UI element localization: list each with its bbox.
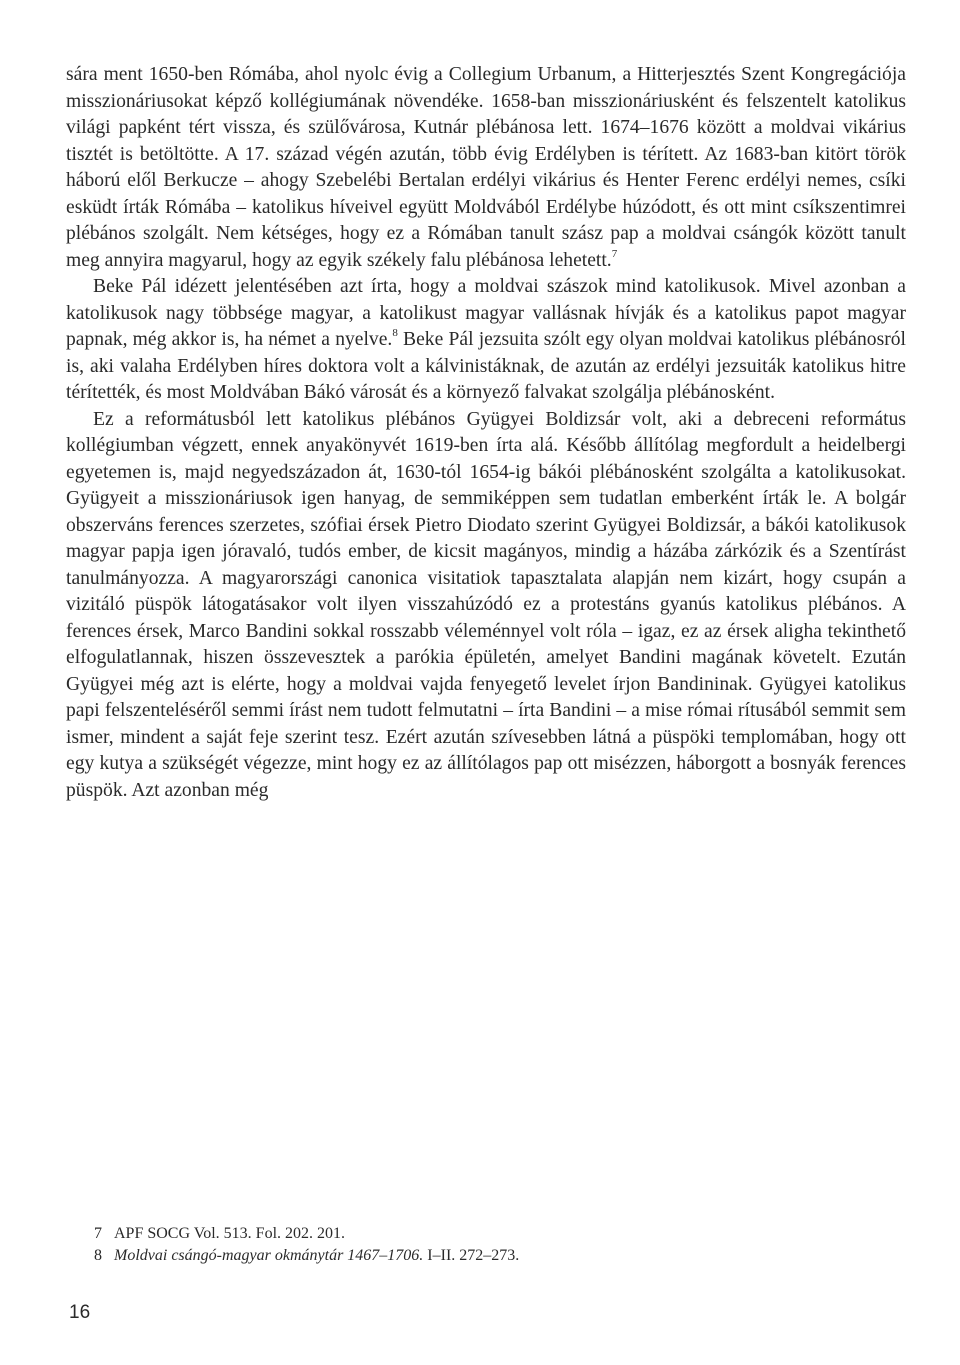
footnote-title: Moldvai csángó-magyar okmánytár 1467–1706.: [114, 1247, 424, 1264]
page-body: [66, 62, 906, 804]
paragraph-3: [66, 407, 906, 805]
footnotes: [94, 1223, 874, 1267]
paragraph-2: [66, 274, 906, 407]
footnote-number: 7: [94, 1225, 102, 1242]
paragraph-text: Beke Pál jezsuita szólt egy olyan moldvai katolikus plébánosról is, aki valaha Erdélyben híres doktora volt a kálvinistáknak, de azután az erdélyi jezsuiták katolikus hitre térítették, és most Moldvában Bákó városát és a környező falvakat szolgálja plébánosként.: [66, 329, 906, 403]
main-text: [66, 62, 906, 804]
footnote-ref-8[interactable]: 8: [392, 327, 398, 340]
footnote-number: 8: [94, 1247, 102, 1264]
footnote-ref-7[interactable]: 7: [611, 247, 618, 260]
footnote-text: APF SOCG Vol. 513. Fol. 202. 201.: [114, 1225, 346, 1242]
paragraph-text: Beke Pál idézett jelentésében azt írta, hogy a moldvai szászok mind katolikusok. Mivel azonban a katolikusok nagy többsége magyar, a katolikust magyar vallásnak hívják és a katolikus papot magyar papnak, még akkor is, ha német a nyelve.: [66, 276, 906, 350]
paragraph-text: sára ment 1650-ben Rómába, ahol nyolc évig a Collegium Urbanum, a Hitterjesztés Szent Kongregációja misszionáriusokat képző kollégiumának növendéke. 1658-ban misszionáriusként és felszentelt katolikus világi papként tért vissza, és szülővárosa, Kutnár plébánosa lett. 1674–1676 között a moldvai vikárius tisztét is betöltötte. A 17. század végén azután, több évig Erdélyben is térített. Az 1683-ban kitört török háború elől Berkucze – ahogy Szebelébi Bertalan erdélyi vikárius és Henter Ferenc erdélyi nemes, csíki esküdt írták Rómába – katolikus híveivel együtt Moldvából Erdélybe húzódott, és ott mint csíkszentimrei plébános szolgált. Nem kétséges, hogy ez a Rómában tanult szász pap a moldvai csángók között tanult meg annyira magyarul, hogy az egyik székely falu plébánosa lehetett.: [66, 64, 906, 271]
paragraph-1: [66, 62, 906, 274]
footnote-8: [94, 1245, 874, 1267]
footnote-7: [94, 1223, 874, 1245]
footnote-text: I–II. 272–273.: [423, 1247, 520, 1264]
page-number: 16: [69, 1302, 91, 1323]
paragraph-text: Ez a reformátusból lett katolikus plébános Gyügyei Boldizsár volt, aki a debreceni református kollégiumban végzett, ennek anyakönyvét 1619-ben írta alá. Később állítólag megfordult a heidelbergi egyetemen is, majd negyedszázadon át, 1630-tól 1654-ig bákói plébánosként szolgálta a katolikusokat. Gyügyeit a misszionáriusok igen hanyag, de semmiképpen sem tudatlan emberként írták le. A bolgár obszerváns ferences szerzetes, szófiai érsek Pietro Diodato szerint Gyügyei Boldizsár, a bákói katolikusok magyar papja igen jóravaló, tudós ember, de kicsit magányos, mindig a házába zárkózik és a Szentírást tanulmányozza. A magyarországi canonica visitatiok tapasztalata alapján nem kizárt, hogy csupán a vizitáló püspök látogatásakor volt ilyen visszahúzódó ez a protestáns gyanús katolikus plébános. A ferences érsek, Marco Bandini sokkal rosszabb véleménnyel volt róla – igaz, ez az érsek aligha tekinthető elfogulatlannak, hiszen összevesztek a parókia épületén, amelyet Bandini magának követelt. Ezután Gyügyei még azt is elérte, hogy a moldvai vajda fenyegető levelet írjon Bandininak. Gyügyei katolikus papi felszenteléséről semmi írást nem tudott felmutatni – írta Bandini – a mise római rítusából semmit sem ismer, mindent a saját feje szerint tesz. Ezért azután szívesebben látná a püspöki templomában, hogy ott egy kutya a szükségét végezze, mint hogy ez az állítólagos pap ott misézzen, háborgott a bosnyák ferences püspök. Azt azonban még: [66, 408, 906, 801]
